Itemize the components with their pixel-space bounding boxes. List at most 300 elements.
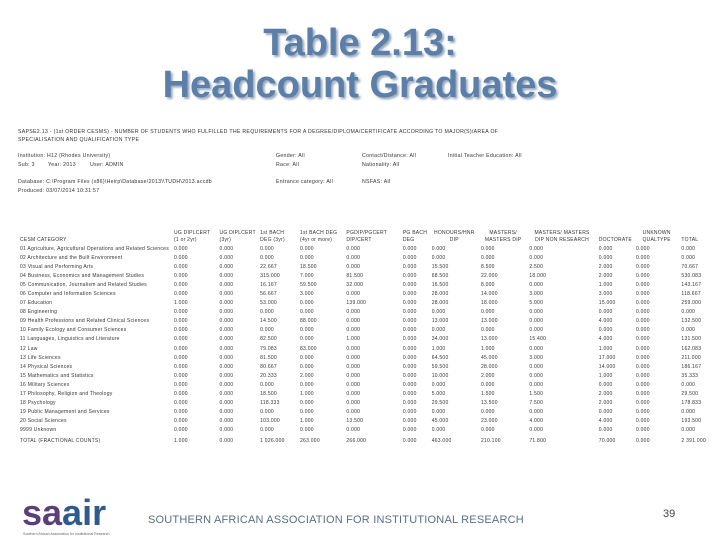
col-header-doctorate: DOCTORATE bbox=[598, 237, 632, 243]
table-cell: 15.400 bbox=[529, 336, 547, 343]
row-category: 08 Engineering bbox=[20, 309, 58, 316]
table-cell: 0.000 bbox=[300, 327, 314, 334]
table-cell: 0.000 bbox=[219, 300, 234, 307]
table-cell: 0.000 bbox=[402, 427, 417, 434]
table-cell: 0.000 bbox=[635, 345, 650, 352]
table-cell: 0.000 bbox=[635, 245, 650, 252]
meta-institution: Institution: H12 (Rhodes University) bbox=[18, 153, 111, 159]
row-category: 12 Law bbox=[20, 345, 38, 352]
table-cell: 3.000 bbox=[529, 291, 544, 298]
table-cell: 0.000 bbox=[529, 345, 544, 352]
table-cell: 0.000 bbox=[260, 245, 274, 252]
col-header-pg-bach: PG BACH DEG bbox=[402, 230, 428, 243]
table-cell: 35.333 bbox=[681, 372, 699, 379]
table-cell: 178.833 bbox=[681, 400, 702, 407]
table-cell: 0.000 bbox=[635, 281, 650, 288]
table-cell: 0.000 bbox=[402, 400, 417, 407]
table-cell: 0.000 bbox=[174, 291, 188, 298]
table-row bbox=[18, 253, 708, 262]
row-category: 18 Psychology bbox=[20, 400, 56, 407]
table-cell: 0.000 bbox=[635, 318, 650, 325]
table-cell: 0.000 bbox=[174, 363, 188, 370]
table-cell: 143.167 bbox=[681, 281, 702, 288]
table-cell: 0.000 bbox=[681, 309, 696, 316]
table-cell: 0.000 bbox=[346, 291, 361, 298]
table-cell: 14.500 bbox=[260, 318, 277, 325]
table-cell: 2.000 bbox=[598, 272, 613, 279]
headcount-table bbox=[18, 212, 708, 445]
table-cell: 0.000 bbox=[174, 318, 188, 325]
table-cell: 0.000 bbox=[174, 354, 188, 361]
table-cell: 0.000 bbox=[174, 309, 188, 316]
meta-entrance: Entrance category: All bbox=[276, 179, 334, 185]
title-line-1: Table 2.13: bbox=[263, 22, 457, 64]
table-cell: 0.000 bbox=[300, 300, 314, 307]
table-cell: 193.500 bbox=[681, 418, 702, 425]
meta-year: Year: 2013 bbox=[48, 162, 76, 168]
table-cell: 0.000 bbox=[480, 254, 495, 261]
table-cell: 118.333 bbox=[260, 400, 280, 407]
table-cell: 0.000 bbox=[174, 245, 188, 252]
table-cell: 0.000 bbox=[300, 363, 314, 370]
table-cell: 0.000 bbox=[346, 372, 361, 379]
table-cell: 1.500 bbox=[480, 391, 495, 398]
table-cell: 0.000 bbox=[402, 437, 417, 444]
table-cell: 0.000 bbox=[529, 281, 544, 288]
table-row bbox=[18, 299, 708, 308]
table-row bbox=[18, 380, 708, 389]
table-cell: 0.000 bbox=[402, 418, 417, 425]
table-row bbox=[18, 362, 708, 371]
table-cell: 1.000 bbox=[480, 345, 495, 352]
table-cell: 0.000 bbox=[219, 354, 234, 361]
table-cell: 0.000 bbox=[300, 254, 314, 261]
table-cell: 32.000 bbox=[346, 281, 364, 288]
table-cell: 18.000 bbox=[529, 272, 547, 279]
table-cell: 5.000 bbox=[529, 300, 544, 307]
meta-gender: Gender: All bbox=[276, 153, 305, 159]
table-cell: 1 026.000 bbox=[260, 437, 285, 444]
table-cell: 0.000 bbox=[480, 427, 495, 434]
col-header-unknown: UNKNOWN QUALTYPE bbox=[642, 230, 671, 243]
table-cell: 0.000 bbox=[635, 427, 650, 434]
table-cell: 0.000 bbox=[346, 309, 361, 316]
meta-initial-teacher: Initial Teacher Education: All bbox=[448, 153, 522, 159]
table-cell: 0.000 bbox=[529, 381, 544, 388]
table-cell: 23.000 bbox=[480, 418, 498, 425]
meta-user: User: ADMIN bbox=[90, 162, 124, 168]
col-header-pgdip: PGDIP/PGCERT DIP/CERT bbox=[346, 230, 387, 243]
col-header-masters-nonres: MASTERS/ MASTERS DIP NON RESEARCH bbox=[534, 230, 590, 243]
table-cell: 0.000 bbox=[174, 327, 188, 334]
row-category: 03 Visual and Performing Arts bbox=[20, 263, 94, 270]
table-cell: 0.000 bbox=[346, 354, 361, 361]
table-header-row bbox=[18, 212, 708, 244]
table-cell: 7.000 bbox=[300, 272, 314, 279]
table-cell: 0.000 bbox=[635, 327, 650, 334]
table-cell: 16.500 bbox=[431, 281, 449, 288]
table-cell: 4.000 bbox=[598, 336, 613, 343]
table-cell: 14.000 bbox=[480, 291, 498, 298]
row-category: 02 Architecture and the Built Environment bbox=[20, 254, 123, 261]
table-cell: 211.000 bbox=[681, 354, 701, 361]
table-cell: 59.500 bbox=[300, 281, 317, 288]
table-cell: 56.667 bbox=[260, 291, 277, 298]
table-cell: 0.000 bbox=[219, 391, 234, 398]
table-cell: 1.000 bbox=[598, 372, 613, 379]
table-cell: 18.500 bbox=[300, 263, 317, 270]
table-cell: 0.000 bbox=[402, 381, 417, 388]
table-row bbox=[18, 344, 708, 353]
table-cell: 28.000 bbox=[431, 300, 449, 307]
table-cell: 0.000 bbox=[529, 327, 544, 334]
table-cell: 0.000 bbox=[402, 336, 417, 343]
meta-database: Database: C:\Program Files (x86)\Heirp\Database\2013\\TUDH\2013.accdb bbox=[18, 179, 212, 185]
table-cell: 81.500 bbox=[346, 272, 364, 279]
col-header-ug-dipl-1-2: UG DIPLCERT (1 or 2yr) bbox=[174, 230, 211, 243]
table-cell: 17.000 bbox=[598, 354, 616, 361]
table-cell: 0.000 bbox=[635, 437, 650, 444]
report-heading: SAPSE2.13 - (1st ORDER CESMS) - NUMBER OF STUDENTS WHO FULFILLED THE REQUIREMENTS FOR A DEGREE/DIPLOMA/CERTIFICATE ACCORDING TO MAJOR(S)/AREA OF SPECIALISATION AND QUALIFICATION TYPE bbox=[18, 129, 499, 143]
table-cell: 0.000 bbox=[402, 391, 417, 398]
table-row bbox=[18, 244, 708, 253]
table-cell: 0.000 bbox=[402, 245, 417, 252]
table-cell: 0.000 bbox=[219, 363, 234, 370]
table-row bbox=[18, 289, 708, 298]
table-cell: 0.000 bbox=[598, 427, 613, 434]
table-cell: 0.000 bbox=[219, 254, 234, 261]
table-cell: 0.000 bbox=[300, 245, 314, 252]
page-number: 39 bbox=[663, 508, 676, 520]
logo-sa: sa bbox=[22, 494, 63, 533]
table-cell: 0.000 bbox=[219, 372, 234, 379]
table-cell: 0.000 bbox=[402, 345, 417, 352]
table-cell: 1.000 bbox=[174, 437, 188, 444]
table-cell: 0.000 bbox=[635, 372, 650, 379]
table-cell: 0.000 bbox=[174, 281, 188, 288]
meta-nsfas: NSFAS: All bbox=[362, 179, 391, 185]
table-cell: 0.000 bbox=[635, 254, 650, 261]
table-cell: 0.000 bbox=[219, 409, 234, 416]
table-cell: 0.000 bbox=[529, 309, 544, 316]
row-category: 19 Public Management and Services bbox=[20, 409, 110, 416]
meta-produced: Produced: 03/07/2014 10:31:57 bbox=[18, 188, 100, 194]
table-row bbox=[18, 262, 708, 271]
table-cell: 0.000 bbox=[219, 381, 234, 388]
table-cell: 8.500 bbox=[480, 263, 495, 270]
logo-wordmark bbox=[22, 494, 106, 533]
table-cell: 5.000 bbox=[431, 391, 446, 398]
table-cell: 0.000 bbox=[300, 427, 314, 434]
table-cell: 0.000 bbox=[174, 391, 188, 398]
table-row bbox=[18, 390, 708, 399]
table-cell: 0.000 bbox=[402, 300, 417, 307]
table-cell: 8.000 bbox=[480, 281, 495, 288]
table-row bbox=[18, 371, 708, 380]
table-row bbox=[18, 417, 708, 426]
table-cell: 0.000 bbox=[346, 409, 361, 416]
table-body bbox=[18, 244, 708, 445]
row-category: 05 Communication, Journalism and Related Studies bbox=[20, 281, 148, 288]
table-cell: 0.000 bbox=[260, 381, 274, 388]
table-cell: 0.000 bbox=[529, 427, 544, 434]
table-cell: 29.500 bbox=[431, 400, 449, 407]
table-cell: 0.000 bbox=[219, 309, 234, 316]
table-row bbox=[18, 335, 708, 344]
table-cell: 4.000 bbox=[598, 418, 613, 425]
table-cell: 0.000 bbox=[480, 309, 495, 316]
table-cell: 0.000 bbox=[346, 363, 361, 370]
table-cell: 0.000 bbox=[300, 309, 314, 316]
table-cell: 0.000 bbox=[402, 409, 417, 416]
table-cell: 1.000 bbox=[598, 345, 613, 352]
col-header-cesm: CESM CATEGORY bbox=[20, 237, 67, 243]
table-cell: 0.000 bbox=[598, 381, 613, 388]
table-cell: 0.000 bbox=[402, 254, 417, 261]
table-row bbox=[18, 317, 708, 326]
table-cell: 70.667 bbox=[681, 263, 699, 270]
table-cell: 0.000 bbox=[480, 409, 495, 416]
row-category: 16 Military Sciences bbox=[20, 381, 70, 388]
table-cell: 0.000 bbox=[480, 327, 495, 334]
row-category: 09 Health Professions and Related Clinical Sciences bbox=[20, 318, 150, 325]
table-cell: 0.000 bbox=[174, 400, 188, 407]
table-cell: 0.000 bbox=[681, 245, 696, 252]
footer-org-name: SOUTHERN AFRICAN ASSOCIATION FOR INSTITUTIONAL RESEARCH bbox=[148, 514, 524, 526]
table-cell: 0.000 bbox=[529, 363, 544, 370]
table-cell: 0.000 bbox=[529, 254, 544, 261]
table-cell: 29.500 bbox=[681, 391, 699, 398]
table-cell: 0.000 bbox=[598, 409, 613, 416]
row-category: 13 Life Sciences bbox=[20, 354, 61, 361]
table-cell: 0.000 bbox=[529, 372, 544, 379]
table-cell: 2 391.000 bbox=[681, 437, 706, 444]
saair-logo bbox=[22, 494, 132, 538]
table-cell: 0.000 bbox=[260, 309, 274, 316]
table-cell: 266.000 bbox=[346, 437, 367, 444]
table-cell: 139.000 bbox=[346, 300, 367, 307]
table-cell: 0.000 bbox=[174, 372, 188, 379]
table-cell: 82.500 bbox=[260, 336, 277, 343]
table-cell: 0.000 bbox=[431, 309, 446, 316]
slide-title bbox=[0, 22, 720, 106]
table-cell: 463.000 bbox=[431, 437, 452, 444]
table-cell: 0.000 bbox=[402, 318, 417, 325]
col-header-bach-3: 1st BACH DEG (3yr) bbox=[260, 230, 285, 243]
table-cell: 83.000 bbox=[300, 345, 317, 352]
table-cell: 0.000 bbox=[681, 327, 696, 334]
table-cell: 0.000 bbox=[219, 400, 234, 407]
table-cell: 2.000 bbox=[598, 400, 613, 407]
table-cell: 0.000 bbox=[219, 281, 234, 288]
col-header-masters: MASTERS/ MASTERS DIP bbox=[484, 230, 522, 243]
table-cell: 0.000 bbox=[480, 245, 495, 252]
table-cell: 0.000 bbox=[431, 427, 446, 434]
table-cell: 132.500 bbox=[681, 318, 702, 325]
table-cell: 0.000 bbox=[635, 363, 650, 370]
table-cell: 81.500 bbox=[260, 354, 277, 361]
table-cell: 530.083 bbox=[681, 272, 702, 279]
table-cell: 0.000 bbox=[346, 391, 361, 398]
table-cell: 0.000 bbox=[480, 381, 495, 388]
table-cell: 0.000 bbox=[635, 400, 650, 407]
col-header-ug-dipl-3: UG DIPLCERT (3yr) bbox=[219, 230, 256, 243]
table-cell: 0.000 bbox=[300, 409, 314, 416]
row-category: 10 Family Ecology and Consumer Sciences bbox=[20, 327, 127, 334]
table-cell: 0.000 bbox=[402, 327, 417, 334]
table-cell: 0.000 bbox=[219, 272, 234, 279]
table-cell: 0.000 bbox=[174, 336, 188, 343]
table-cell: 1.000 bbox=[300, 418, 314, 425]
table-cell: 0.000 bbox=[431, 245, 446, 252]
table-cell: 0.000 bbox=[346, 345, 361, 352]
table-cell: 10.000 bbox=[431, 372, 449, 379]
table-cell: 45.000 bbox=[480, 354, 498, 361]
table-cell: 0.000 bbox=[598, 245, 613, 252]
meta-sub: Sub: 3 bbox=[18, 162, 35, 168]
table-cell: 0.000 bbox=[635, 381, 650, 388]
col-header-total: TOTAL bbox=[681, 237, 699, 243]
table-cell: 0.000 bbox=[635, 309, 650, 316]
table-cell: 0.000 bbox=[300, 336, 314, 343]
table-cell: 0.000 bbox=[402, 372, 417, 379]
table-cell: 0.000 bbox=[598, 327, 613, 334]
table-cell: 1.000 bbox=[598, 281, 613, 288]
table-cell: 131.500 bbox=[681, 336, 702, 343]
title-line-2: Headcount Graduates bbox=[162, 64, 558, 106]
table-cell: 0.000 bbox=[174, 263, 188, 270]
table-cell: 2.000 bbox=[598, 263, 613, 270]
table-cell: 0.000 bbox=[681, 381, 696, 388]
meta-race: Race: All bbox=[276, 162, 300, 168]
table-cell: 0.000 bbox=[635, 354, 650, 361]
table-cell: 0.000 bbox=[681, 409, 696, 416]
table-cell: 4.000 bbox=[529, 418, 544, 425]
table-cell: 28.000 bbox=[431, 291, 449, 298]
logo-tagline: Southern African Association for Institutional Research bbox=[23, 532, 110, 536]
meta-contact: Contact/Distance: All bbox=[362, 153, 417, 159]
row-category: 01 Agriculture, Agricultural Operations and Related Sciences bbox=[20, 245, 169, 252]
table-cell: 0.000 bbox=[260, 327, 274, 334]
table-cell: 0.000 bbox=[529, 318, 544, 325]
table-cell: 1.000 bbox=[346, 336, 361, 343]
table-cell: 103.000 bbox=[260, 418, 280, 425]
table-cell: 2.000 bbox=[598, 391, 613, 398]
table-cell: 14.000 bbox=[598, 363, 616, 370]
table-cell: 0.000 bbox=[431, 409, 446, 416]
table-cell: 0.000 bbox=[346, 427, 361, 434]
table-cell: 53.000 bbox=[260, 300, 277, 307]
table-cell: 0.000 bbox=[346, 400, 361, 407]
table-row bbox=[18, 280, 708, 289]
table-cell: 16.167 bbox=[260, 281, 277, 288]
table-cell: 0.000 bbox=[219, 327, 234, 334]
table-cell: 1.000 bbox=[431, 345, 446, 352]
table-cell: 0.000 bbox=[260, 409, 274, 416]
table-row bbox=[18, 326, 708, 335]
row-category: 07 Education bbox=[20, 300, 53, 307]
row-category: 15 Mathematics and Statistics bbox=[20, 372, 94, 379]
table-cell: 0.000 bbox=[598, 254, 613, 261]
row-category: 9999 Unknown bbox=[20, 427, 57, 434]
table-cell: 28.000 bbox=[480, 363, 498, 370]
table-cell: 0.000 bbox=[219, 245, 234, 252]
table-cell: 315.000 bbox=[260, 272, 280, 279]
row-category: 20 Social Sciences bbox=[20, 418, 67, 425]
row-category: 17 Philosophy, Religion and Theology bbox=[20, 391, 113, 398]
table-cell: 0.000 bbox=[431, 381, 446, 388]
table-row bbox=[18, 408, 708, 417]
table-cell: 22.000 bbox=[480, 272, 498, 279]
table-cell: 71.800 bbox=[529, 437, 547, 444]
table-cell: 0.000 bbox=[402, 272, 417, 279]
table-cell: 0.000 bbox=[219, 437, 234, 444]
table-cell: 0.000 bbox=[402, 363, 417, 370]
table-cell: 2.500 bbox=[529, 263, 544, 270]
table-cell: 13.000 bbox=[431, 318, 449, 325]
table-cell: 0.000 bbox=[300, 381, 314, 388]
table-cell: 186.167 bbox=[681, 363, 702, 370]
table-cell: 7.500 bbox=[529, 400, 544, 407]
table-cell: 70.000 bbox=[598, 437, 616, 444]
table-cell: 0.000 bbox=[431, 254, 446, 261]
logo-air: air bbox=[62, 494, 107, 533]
table-row bbox=[18, 308, 708, 317]
table-cell: 0.000 bbox=[635, 418, 650, 425]
table-cell: 0.000 bbox=[681, 254, 696, 261]
table-cell: 0.000 bbox=[635, 409, 650, 416]
table-cell: 0.000 bbox=[219, 291, 234, 298]
table-row bbox=[18, 435, 708, 445]
table-cell: 210.100 bbox=[480, 437, 501, 444]
table-cell: 0.000 bbox=[300, 400, 314, 407]
table-cell: 0.000 bbox=[219, 427, 234, 434]
table-cell: 259.000 bbox=[681, 300, 702, 307]
table-cell: 0.000 bbox=[346, 263, 361, 270]
table-cell: 13.500 bbox=[346, 418, 364, 425]
table-cell: 0.000 bbox=[635, 300, 650, 307]
table-cell: 18.500 bbox=[260, 391, 277, 398]
table-cell: 79.083 bbox=[260, 345, 277, 352]
col-header-honours: HONOURS/HNR DIP bbox=[434, 230, 475, 243]
table-cell: 0.000 bbox=[260, 427, 274, 434]
table-cell: 0.000 bbox=[346, 381, 361, 388]
table-cell: 0.000 bbox=[635, 272, 650, 279]
table-cell: 0.000 bbox=[346, 327, 361, 334]
table-cell: 0.000 bbox=[402, 291, 417, 298]
table-cell: 0.000 bbox=[219, 263, 234, 270]
table-cell: 0.000 bbox=[219, 345, 234, 352]
table-cell: 68.500 bbox=[431, 272, 449, 279]
table-cell: 15.500 bbox=[431, 263, 449, 270]
table-cell: 1.500 bbox=[529, 391, 544, 398]
table-cell: 0.000 bbox=[219, 318, 234, 325]
table-cell: 0.000 bbox=[300, 354, 314, 361]
table-cell: 0.000 bbox=[346, 245, 361, 252]
table-cell: 0.000 bbox=[529, 245, 544, 252]
table-cell: 0.000 bbox=[346, 318, 361, 325]
table-cell: 0.000 bbox=[174, 254, 188, 261]
table-cell: 80.667 bbox=[260, 363, 277, 370]
table-cell: 0.000 bbox=[174, 345, 188, 352]
table-cell: 0.000 bbox=[635, 263, 650, 270]
table-cell: 45.000 bbox=[431, 418, 449, 425]
table-cell: 20.333 bbox=[260, 372, 277, 379]
table-cell: 0.000 bbox=[529, 409, 544, 416]
table-cell: 0.000 bbox=[681, 427, 696, 434]
table-cell: 263.000 bbox=[300, 437, 320, 444]
table-cell: 15.000 bbox=[598, 300, 616, 307]
